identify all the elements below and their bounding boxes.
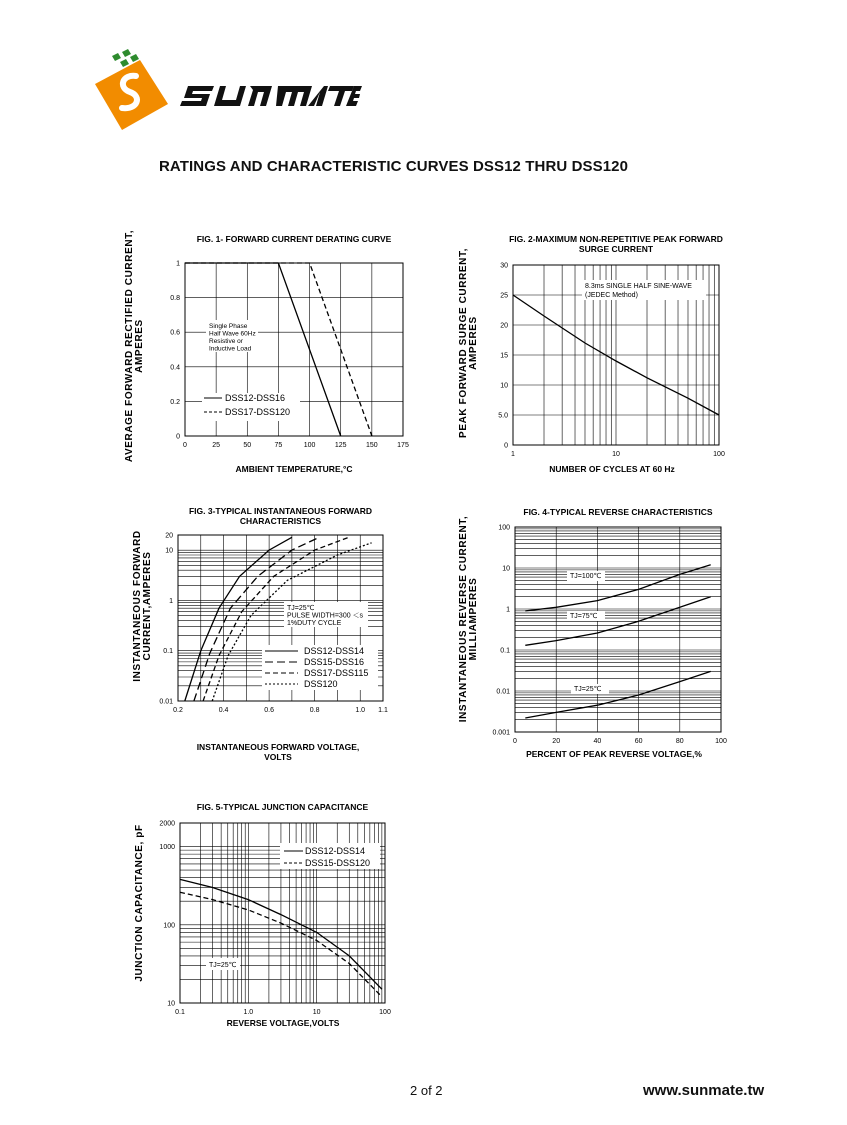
fig3-y-tick-label: 20 <box>165 532 173 540</box>
fig4-curve-label: TJ=75℃ <box>570 613 598 620</box>
website-url[interactable]: www.sunmate.tw <box>643 1082 765 1099</box>
fig2-x-tick-label: 1 <box>511 451 515 458</box>
fig3-legend-label: DSS15-DSS16 <box>304 657 365 667</box>
fig3-y-axis-label: CURRENT,AMPERES <box>142 551 153 661</box>
fig1-legend-label: DSS12-DSS16 <box>225 393 286 403</box>
fig4-chart <box>448 502 748 772</box>
fig3-title: CHARACTERISTICS <box>239 516 322 526</box>
fig3-annotation: 1%DUTY CYCLE <box>287 620 342 627</box>
fig5-annotation: TJ=25℃ <box>209 962 237 969</box>
fig2-y-axis-label: AMPERES <box>468 316 479 370</box>
page-number: 2 of 2 <box>410 1083 443 1098</box>
fig2-x-tick-label: 100 <box>713 451 725 458</box>
fig4-title: FIG. 4-TYPICAL REVERSE CHARACTERISTICS <box>523 507 713 517</box>
fig4-y-tick-label: 1 <box>506 606 510 614</box>
fig1-x-tick-label: 75 <box>274 442 283 449</box>
fig5-y-tick-label: 100 <box>163 922 175 930</box>
fig3-x-tick-label: 0.6 <box>264 707 274 714</box>
fig2-y-axis-label: PEAK FORWARD SURGE CURRENT, <box>458 248 469 438</box>
fig1-legend-label: DSS17-DSS120 <box>225 407 291 417</box>
fig5-y-tick-label: 1000 <box>159 844 175 852</box>
fig3-y-tick-label: 10 <box>165 547 173 555</box>
fig1-y-tick-label: 0 <box>176 433 180 441</box>
fig2-y-tick-label: 25 <box>500 292 508 300</box>
fig3-y-tick-label: 0.1 <box>163 648 173 656</box>
fig3-annotation: TJ=25℃ <box>287 605 315 612</box>
fig4-x-tick-label: 100 <box>715 738 727 745</box>
fig5-legend-label: DSS12-DSS14 <box>305 846 366 856</box>
page-title: RATINGS AND CHARACTERISTIC CURVES DSS12 THRU DSS120 <box>159 158 629 175</box>
fig2-chart <box>448 228 748 478</box>
fig2-y-tick-label: 30 <box>500 262 508 270</box>
fig1-y-tick-label: 0.8 <box>170 295 180 303</box>
fig5-x-tick-label: 1.0 <box>243 1009 254 1016</box>
fig1-y-axis-label: AMPERES <box>134 319 145 373</box>
fig5-x-tick-label: 100 <box>379 1009 391 1016</box>
fig1-y-tick-label: 0.4 <box>170 364 180 372</box>
fig3-y-axis-label: INSTANTANEOUS FORWARD <box>132 530 143 682</box>
fig3-x-tick-label: 1.0 <box>355 707 366 714</box>
fig2-x-axis-label: NUMBER OF CYCLES AT 60 Hz <box>549 464 675 474</box>
fig4-series-line <box>525 597 710 646</box>
fig1-x-tick-label: 0 <box>183 442 187 449</box>
fig1-y-axis-label: AVERAGE FORWARD RECTIFIED CURRENT, <box>124 229 135 463</box>
fig4-y-tick-label: 0.1 <box>500 647 510 655</box>
fig2-y-tick-label: 10 <box>500 382 508 390</box>
fig1-x-tick-label: 100 <box>303 442 316 449</box>
fig4-y-axis-label: MILLIAMPERES <box>468 577 479 661</box>
logo-mark <box>95 49 168 130</box>
fig5-title: FIG. 5-TYPICAL JUNCTION CAPACITANCE <box>196 802 369 812</box>
fig1-x-axis-label: AMBIENT TEMPERATURE,°C <box>235 464 353 474</box>
fig1-x-tick-label: 25 <box>212 442 221 449</box>
fig4-y-tick-label: 0.001 <box>492 729 510 737</box>
fig4-y-tick-label: 0.01 <box>496 688 510 696</box>
fig4-y-tick-label: 100 <box>498 524 510 532</box>
fig5-x-tick-label: 10 <box>312 1009 321 1016</box>
fig2-annotation: 8.3ms SINGLE HALF SINE-WAVE <box>585 283 692 290</box>
sunmate-logo <box>92 46 362 136</box>
fig3-x-axis-label: VOLTS <box>264 752 292 762</box>
fig2-annotation: (JEDEC Method) <box>585 292 638 299</box>
fig3-y-tick-label: 1 <box>169 597 173 605</box>
fig1-x-tick-label: 50 <box>243 442 252 449</box>
fig1-title: FIG. 1- FORWARD CURRENT DERATING CURVE <box>196 234 392 244</box>
fig1-y-tick-label: 1 <box>176 260 180 268</box>
fig3-chart <box>120 502 420 772</box>
fig4-plot-frame <box>515 527 721 732</box>
fig3-x-axis-label: INSTANTANEOUS FORWARD VOLTAGE, <box>196 742 360 752</box>
fig1-annotation: Single Phase <box>209 323 248 330</box>
fig4-x-tick-label: 60 <box>634 738 643 745</box>
fig5-x-axis-label: REVERSE VOLTAGE,VOLTS <box>226 1018 340 1028</box>
fig4-y-axis-label: INSTANTANEOUS REVERSE CURRENT, <box>458 515 469 723</box>
fig2-x-tick-label: 10 <box>612 451 620 458</box>
fig2-y-tick-label: 20 <box>500 322 508 330</box>
fig4-x-tick-label: 0 <box>513 738 517 745</box>
fig2-title: FIG. 2-MAXIMUM NON-REPETITIVE PEAK FORWARD <box>509 234 723 244</box>
fig1-y-tick-label: 0.2 <box>170 398 180 406</box>
fig4-y-tick-label: 10 <box>502 565 510 573</box>
fig3-legend-label: DSS12-DSS14 <box>304 646 365 656</box>
logo-wordmark <box>180 86 362 106</box>
fig3-x-tick-label: 0.4 <box>218 707 229 714</box>
fig5-y-tick-label: 10 <box>167 1000 175 1008</box>
fig4-curve-label: TJ=100℃ <box>570 573 602 580</box>
fig5-y-tick-label: 2000 <box>159 820 175 828</box>
fig5-legend-label: DSS15-DSS120 <box>305 858 371 868</box>
fig4-x-tick-label: 40 <box>593 738 602 745</box>
fig4-x-tick-label: 80 <box>675 738 684 745</box>
fig3-legend-label: DSS17-DSS115 <box>304 668 369 678</box>
fig1-annotation: Resistive or <box>209 338 243 345</box>
fig1-annotation: Half Wave 60Hz <box>209 330 256 338</box>
fig5-y-axis-label: JUNCTION CAPACITANCE, pF <box>134 824 145 982</box>
fig1-x-tick-label: 125 <box>334 442 347 449</box>
fig5-chart <box>120 798 420 1038</box>
fig2-title: SURGE CURRENT <box>578 244 654 254</box>
fig3-y-tick-label: 0.01 <box>159 698 173 706</box>
fig1-x-tick-label: 175 <box>397 442 409 449</box>
fig1-chart <box>110 228 430 478</box>
fig1-x-tick-label: 150 <box>366 442 378 449</box>
fig3-annotation: PULSE WIDTH=300 ＜s <box>287 612 364 620</box>
fig4-x-axis-label: PERCENT OF PEAK REVERSE VOLTAGE,% <box>526 749 702 759</box>
fig2-y-tick-label: 5.0 <box>498 412 508 420</box>
fig4-x-tick-label: 20 <box>552 738 561 745</box>
fig2-y-tick-label: 0 <box>504 442 508 450</box>
fig1-y-tick-label: 0.6 <box>170 329 180 337</box>
fig5-x-tick-label: 0.1 <box>175 1009 185 1016</box>
fig3-x-tick-label: 0.2 <box>173 707 183 714</box>
fig3-x-tick-label: 1.1 <box>378 707 388 714</box>
fig2-y-tick-label: 15 <box>500 352 508 360</box>
fig4-curve-label: TJ=25℃ <box>574 686 602 693</box>
fig1-annotation: Inductive Load <box>209 345 252 353</box>
fig3-legend-label: DSS120 <box>304 679 338 689</box>
fig3-x-tick-label: 0.8 <box>309 707 320 714</box>
fig3-title: FIG. 3-TYPICAL INSTANTANEOUS FORWARD <box>188 506 373 516</box>
